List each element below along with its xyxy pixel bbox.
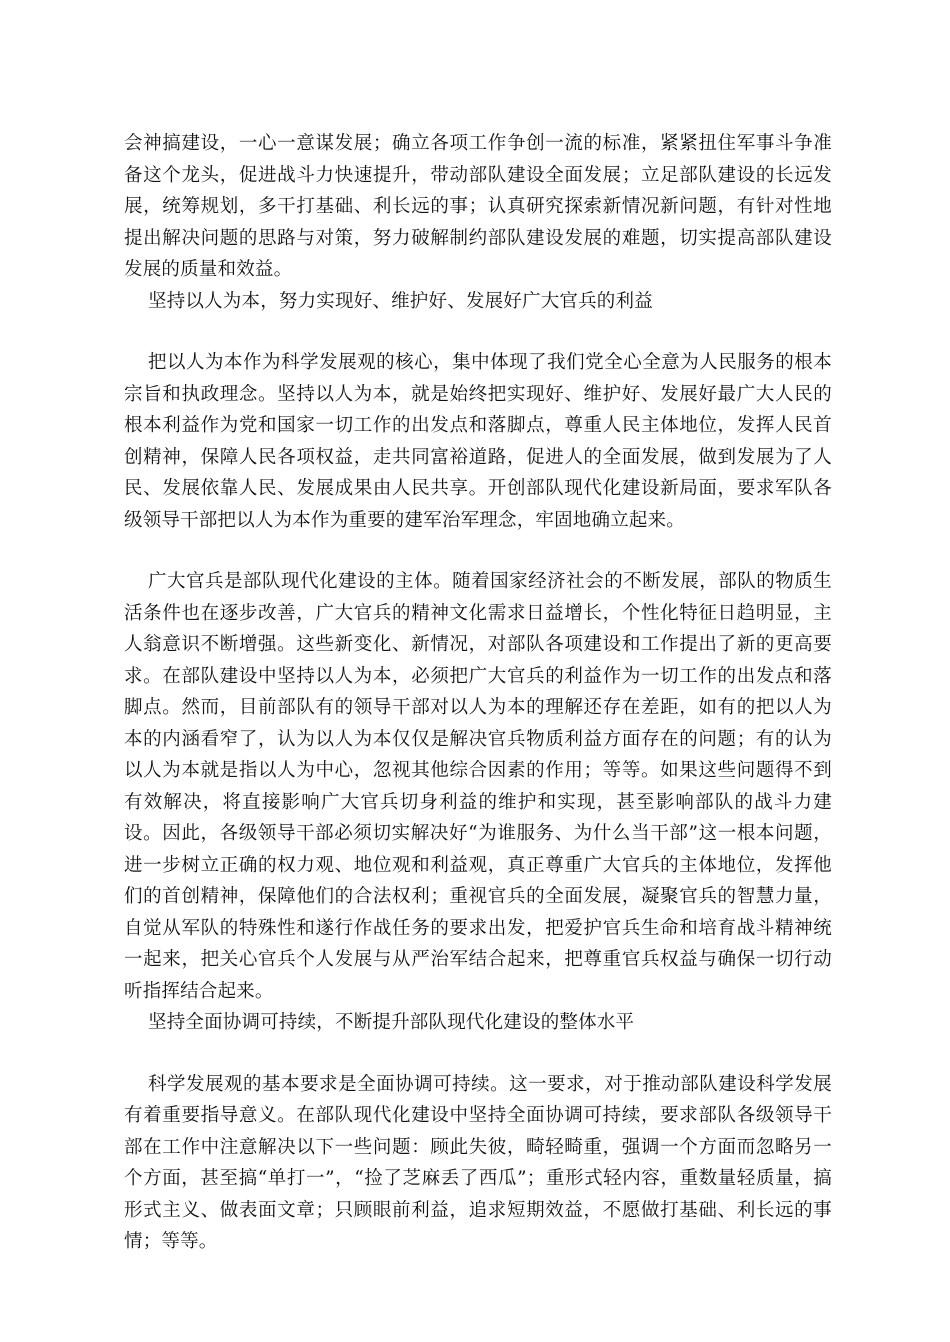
paragraph-people-oriented-core: 把以人为本作为科学发展观的核心，集中体现了我们党全心全意为人民服务的根本宗旨和执政理念。坚持以人为本，就是始终把实现好、维护好、发展好最广大人民的根本利益作为党和国家一切工作的出发点和落脚点，尊重人民主体地位，发挥人民首创精神，保障人民各项权益，走共同富裕道路，促进人的全面发展，做到发展为了人民、发展依靠人民、发展成果由人民共享。开创部队现代化建设新局面，要求军队各级领导干部把以人为本作为重要的建军治军理念，牢固地确立起来。	[124, 352, 832, 531]
paragraph-officers-and-soldiers: 广大官兵是部队现代化建设的主体。随着国家经济社会的不断发展，部队的物质生活条件也在逐步改善，广大官兵的精神文化需求日益增长，个性化特征日趋明显，主人翁意识不断增强。这些新变化、新情况，对部队各项建设和工作提出了新的更高要求。在部队建设中坚持以人为本，必须把广大官兵的利益作为一切工作的出发点和落脚点。然而，目前部队有的领导干部对以人为本的理解还存在差距，如有的把以人为本的内涵看窄了，认为以人为本仅仅是解决官兵物质利益方面存在的问题；有的认为以人为本就是指以人为中心，忽视其他综合因素的作用；等等。如果这些问题得不到有效解决，将直接影响广大官兵切身利益的维护和实现，甚至影响部队的战斗力建设。因此，各级领导干部必须切实解决好“为谁服务、为什么当干部”这一根本问题，进一步树立正确的权力观、地位观和利益观，真正尊重广大官兵的主体地位，发挥他们的首创精神，保障他们的合法权利；重视官兵的全面发展，凝聚官兵的智慧力量，自觉从军队的特殊性和遂行作战任务的要求出发，把爱护官兵生命和培育战斗精神统一起来，把关心官兵个人发展与从严治军结合起来，把尊重官兵权益与确保一切行动听指挥结合起来。	[124, 571, 832, 1002]
paragraph-continuation: 会神搞建设，一心一意谋发展；确立各项工作争创一流的标准，紧紧扭住军事斗争准备这个龙头，促进战斗力快速提升，带动部队建设全面发展；立足部队建设的长远发展，统筹规划，多干打基础、利长远的事；认真研究探索新情况新问题，有针对性地提出解决问题的思路与对策，努力破解制约部队建设发展的难题，切实提高部队建设发展的质量和效益。	[124, 133, 832, 280]
section-heading-people-oriented: 坚持以人为本，努力实现好、维护好、发展好广大官兵的利益	[148, 290, 653, 312]
document-body	[124, 128, 832, 1258]
section-heading-comprehensive-coordination: 坚持全面协调可持续，不断提升部队现代化建设的整体水平	[148, 1012, 635, 1033]
paragraph-comprehensive-coordination: 科学发展观的基本要求是全面协调可持续。这一要求，对于推动部队建设科学发展有着重要指导意义。在部队现代化建设中坚持全面协调可持续，要求部队各级领导干部在工作中注意解决以下一些问题：顾此失彼，畸轻畸重，强调一个方面而忽略另一个方面，甚至搞“单打一”，“捡了芝麻丢了西瓜”；重形式轻内容，重数量轻质量，搞形式主义、做表面文章；只顾眼前利益，追求短期效益，不愿做打基础、利长远的事情；等等。	[124, 1073, 832, 1252]
